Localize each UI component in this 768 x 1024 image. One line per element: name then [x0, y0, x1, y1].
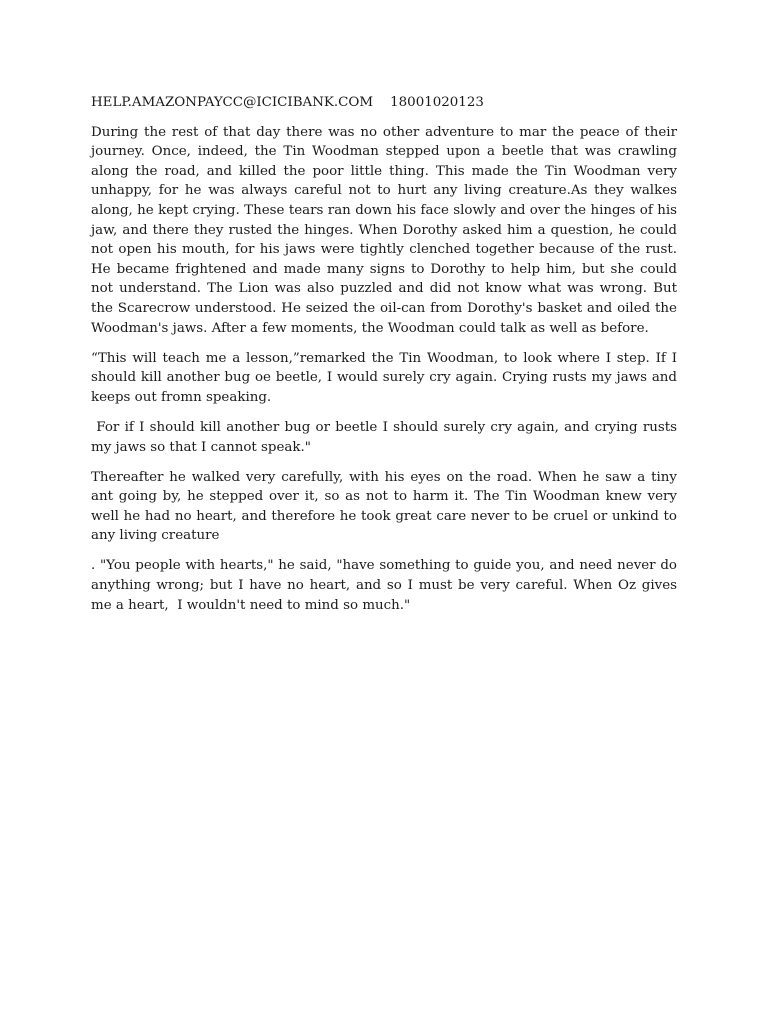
paragraph-journey: During the rest of that day there was no other adventure to mar the peace of their journey. Once, indeed, the Tin Woodman stepped upon a beetle that was crawling along the road, and killed the poor little thing. This made the Tin Woodman very unhappy, for he was always careful not to hurt any living creature.As they walkes along, he kept crying. These tears ran down his face slowly and over the hinges of his jaw, and there they rusted the hinges. When Dorothy asked him a question, he could not open his mouth, for his jaws were tightly clenched together because of the rust. He became frightened and made many signs to Dorothy to help him, but she could not understand. The Lion was also puzzled and did not know what was wrong. But the Scarecrow understood. He seized the oil-can from Dorothy's basket and oiled the Woodman's jaws. After a few moments, the Woodman could talk as well as before. — [91, 124, 682, 336]
paragraph-lesson-quote: “This will teach me a lesson,”remarked the Tin Woodman, to look where I step. If I should kill another bug oe beetle, I would surely cry again. Crying rusts my jaws and keeps out fromn speaking. — [91, 350, 682, 405]
paragraph-walked-carefully: Thereafter he walked very carefully, with his eyes on the road. When he saw a tiny ant going by, he stepped over it, so as not to harm it. The Tin Woodman knew very well he had no heart, and therefore he took great care never to be cruel or unkind to any living creature — [91, 469, 682, 544]
paragraph-hearts-quote: . "You people with hearts," he said, "have something to guide you, and need never do anything wrong; but I have no heart, and so I must be very careful. When Oz gives me a heart, I wouldn't need to mind so much." — [91, 558, 682, 613]
document-page — [91, 93, 682, 626]
contact-header-line: HELP.AMAZONPAYCC@ICICIBANK.COM 18001020123 — [91, 95, 484, 110]
paragraph-cannot-speak: For if I should kill another bug or beetle I should surely cry again, and crying rusts my jaws so that I cannot speak." — [91, 419, 682, 455]
